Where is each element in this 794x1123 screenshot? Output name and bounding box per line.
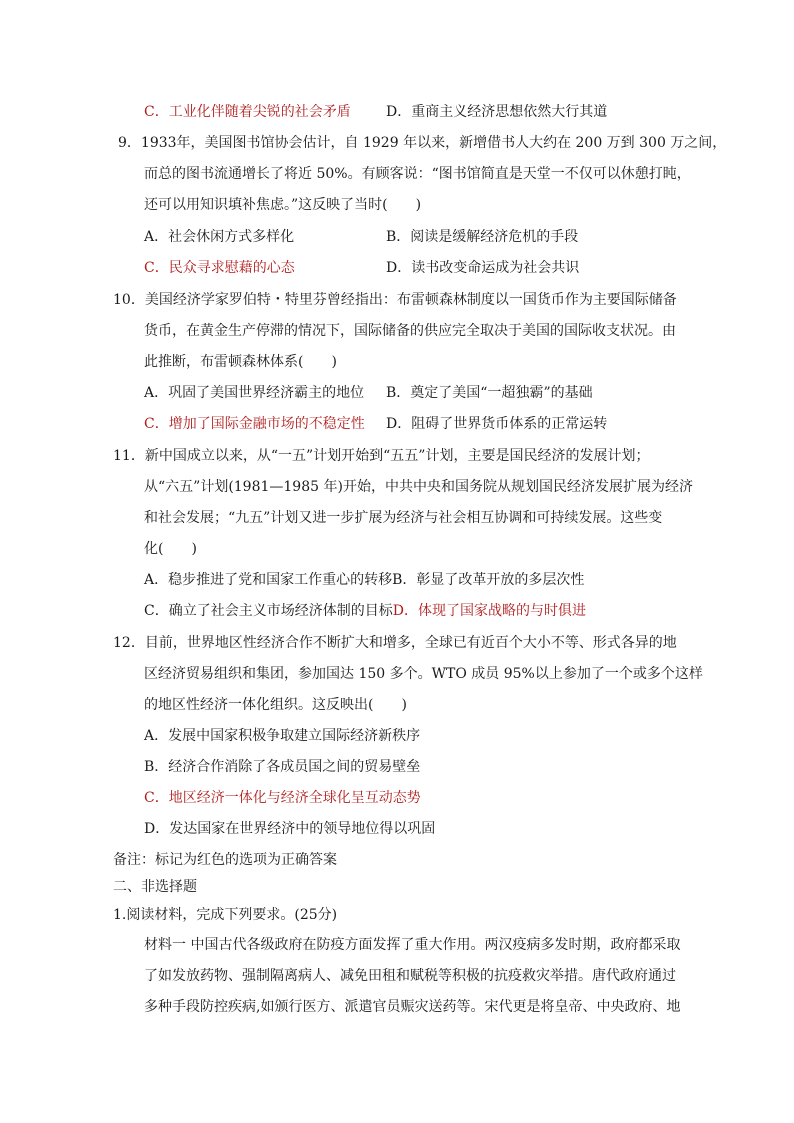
q10-options-ab <box>144 383 593 403</box>
q9-option-a[interactable]: A．社会休闲方式多样化 <box>144 229 295 245</box>
q8-option-d[interactable]: D．重商主义经济思想依然大行其道 <box>386 104 608 120</box>
section2-question1: 1.阅读材料，完成下列要求。(25分) <box>113 907 338 923</box>
q10-option-d[interactable]: D．阻碍了世界货币体系的正常运转 <box>386 416 608 432</box>
answer-note: 备注：标记为红色的选项为正确答案 <box>113 852 337 868</box>
q9-stem-line2: 而总的图书流通增长了将近 50%。有顾客说：“图书馆简直是天堂一不仅可以休憩打盹， <box>144 166 691 182</box>
q11-options-ab <box>144 570 584 590</box>
q11-stem-line3: 和社会发展；“九五”计划又进一步扩展为经济与社会相互协调和可持续发展。这些变 <box>144 510 663 526</box>
q11-option-d[interactable]: D．体现了国家战略的与时俱进 <box>392 603 586 619</box>
q11-stem-line1: 11．新中国成立以来，从“一五”计划开始到“五五”计划，主要是国民经济的发展计划； <box>113 448 650 464</box>
q9-stem-line1: 9．1933年，美国图书馆协会估计，自 1929 年以来，新增借书人大约在 200 万到 300 万之间， <box>118 135 727 151</box>
q10-option-b[interactable]: B．奠定了美国“一超独霸”的基础 <box>386 385 593 401</box>
q12-option-b[interactable]: B．经济合作消除了各成员国之间的贸易壁垒 <box>144 759 421 775</box>
q10-stem-line3: 此推断，布雷顿森林体系( ) <box>144 354 337 370</box>
q10-stem-line2: 货币，在黄金生产停滞的情况下，国际储备的供应完全取决于美国的国际收支状况。由 <box>144 323 676 339</box>
q12-option-c[interactable]: C．地区经济一体化与经济全球化呈互动态势 <box>144 790 421 806</box>
q8-options-cd <box>144 102 607 122</box>
q9-stem-line3: 还可以用知识填补焦虑。”这反映了当时( ) <box>144 197 422 213</box>
material1-line3: 多种手段防控疾病,如颁行医方、派遣官员赈灾送药等。宋代更是将皇帝、中央政府、地 <box>144 999 681 1015</box>
q11-option-a[interactable]: A．稳步推进了党和国家工作重心的转移 <box>144 572 393 588</box>
material1-line1: 材料一 中国古代各级政府在防疫方面发挥了重大作用。两汉疫病多发时期，政府都采取 <box>144 937 681 953</box>
q11-options-cd <box>144 601 586 621</box>
q11-stem-line4: 化( ) <box>144 541 197 557</box>
q10-options-cd <box>144 414 607 434</box>
q12-stem-line2: 区经济贸易组织和集团，参加国达 150 多个。WTO 成员 95%以上参加了一个或多个这样 <box>144 666 703 682</box>
q10-option-a[interactable]: A．巩固了美国世界经济霸主的地位 <box>144 385 365 401</box>
q9-options-cd <box>144 258 579 278</box>
q12-option-d[interactable]: D．发达国家在世界经济中的领导地位得以巩固 <box>144 821 436 837</box>
q11-option-c[interactable]: C．确立了社会主义市场经济体制的目标 <box>144 603 393 619</box>
q9-option-c[interactable]: C．民众寻求慰藉的心态 <box>144 260 295 276</box>
q12-option-a[interactable]: A．发展中国家积极争取建立国际经济新秩序 <box>144 728 421 744</box>
q8-option-c[interactable]: C．工业化伴随着尖锐的社会矛盾 <box>144 104 351 120</box>
material1-line2: 了如发放药物、强制隔离病人、减免田租和赋税等积极的抗疫救灾举措。唐代政府通过 <box>144 968 676 984</box>
q9-option-d[interactable]: D．读书改变命运成为社会共识 <box>386 260 580 276</box>
section2-heading: 二、非选择题 <box>113 879 197 895</box>
q11-option-b[interactable]: B．彰显了改革开放的多层次性 <box>392 572 585 588</box>
q12-stem-line1: 12．目前，世界地区性经济合作不断扩大和增多，全球已有近百个大小不等、形式各异的地 <box>113 635 677 651</box>
q9-option-b[interactable]: B．阅读是缓解经济危机的手段 <box>386 229 579 245</box>
q10-option-c[interactable]: C．增加了国际金融市场的不稳定性 <box>144 416 365 432</box>
q10-stem-line1: 10．美国经济学家罗伯特・特里芬曾经指出：布雷顿森林制度以一国货币作为主要国际储备 <box>113 292 677 308</box>
q9-options-ab <box>144 227 578 247</box>
q12-stem-line3: 的地区性经济一体化组织。这反映出( ) <box>144 697 407 713</box>
q11-stem-line2: 从“六五”计划(1981—1985 年)开始，中共中央和国务院从规划国民经济发展扩展为经济 <box>144 479 693 495</box>
